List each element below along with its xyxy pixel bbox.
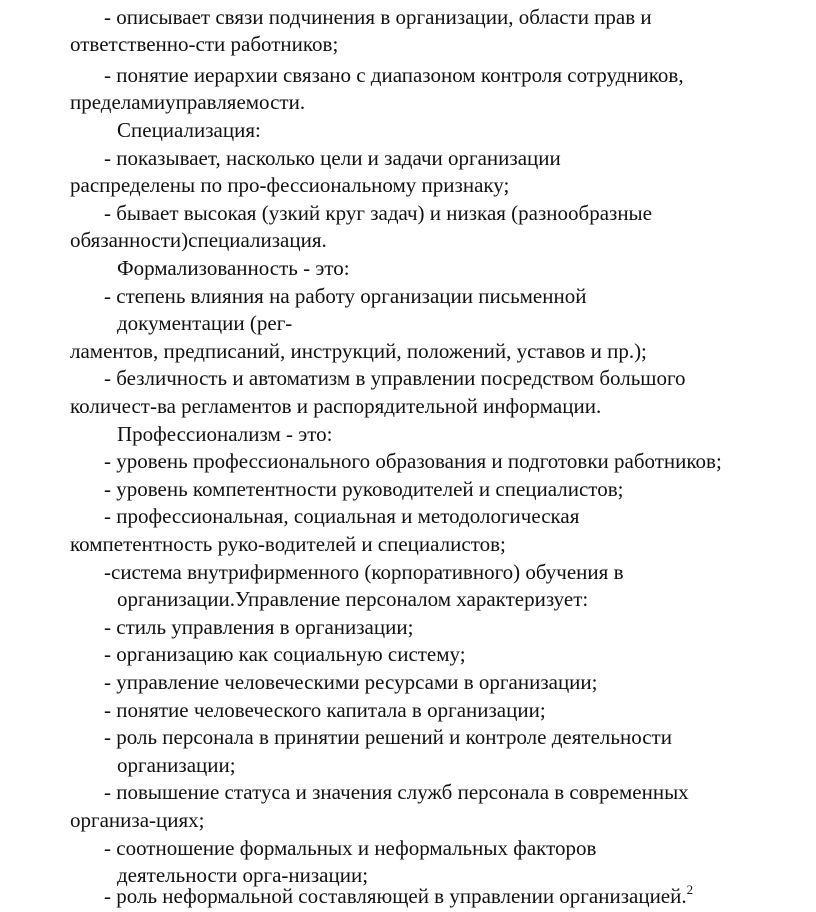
text-line-23: - стиль управления в организации; — [104, 615, 414, 639]
text-line-28: организации; — [117, 753, 236, 777]
text-line-27: - роль персонала в принятии решений и контроле деятельности — [104, 725, 672, 749]
text-line-15: количест-ва регламентов и распорядительной информации. — [70, 394, 602, 418]
text-line-9: обязанности)специализация. — [70, 228, 327, 252]
text-line-25: - управление человеческими ресурсами в организации; — [104, 670, 598, 694]
text-line-18: - уровень компетентности руководителей и специалистов; — [104, 477, 624, 501]
text-line-11: - степень влияния на работу организации письменной — [104, 284, 587, 308]
section-heading-formalization: Формализованность - это: — [117, 256, 350, 280]
text-line-20: компетентность руко-водителей и специалистов; — [70, 532, 506, 556]
text-line-3: - понятие иерархии связано с диапазоном контроля сотрудников, — [104, 63, 684, 87]
text-line-31: - соотношение формальных и неформальных факторов — [104, 836, 597, 860]
text-line-8: - бывает высокая (узкий круг задач) и низкая (разнообразные — [104, 201, 652, 225]
text-line-32: деятельности орга-низации; — [117, 863, 369, 887]
text-line-33 — [104, 883, 693, 912]
text-line-29: - повышение статуса и значения служб персонала в современных — [104, 780, 689, 804]
text-line-7: распределены по про-фессиональному признаку; — [70, 173, 510, 197]
text-line-2: ответственно-сти работников; — [70, 32, 339, 56]
section-heading-professionalism: Профессионализм - это: — [117, 422, 333, 446]
text-line-21: -система внутрифирменного (корпоративного) обучения в — [104, 560, 624, 584]
last-line-text: - роль неформальной составляющей в управлении организацией. — [104, 884, 687, 908]
text-line-17: - уровень профессионального образования и подготовки работников; — [104, 449, 722, 473]
text-line-24: - организацию как социальную систему; — [104, 642, 466, 666]
text-line-26: - понятие человеческого капитала в организации; — [104, 698, 546, 722]
text-line-13: ламентов, предписаний, инструкций, положений, уставов и пр.); — [70, 339, 647, 363]
text-line-6: - показывает, насколько цели и задачи организации — [104, 146, 561, 170]
text-line-22: организации.Управление персоналом характеризует: — [117, 587, 589, 611]
text-line-1: - описывает связи подчинения в организации, области прав и — [104, 5, 652, 29]
text-line-30: организа-циях; — [70, 808, 205, 832]
section-heading-specialization: Специализация: — [117, 118, 261, 142]
text-line-14: - безличность и автоматизм в управлении посредством большого — [104, 366, 686, 390]
text-line-19: - профессиональная, социальная и методологическая — [104, 504, 580, 528]
text-line-12: документации (рег- — [117, 311, 293, 335]
text-line-4: пределамиуправляемости. — [70, 90, 306, 114]
footnote-marker: 2 — [686, 882, 694, 897]
